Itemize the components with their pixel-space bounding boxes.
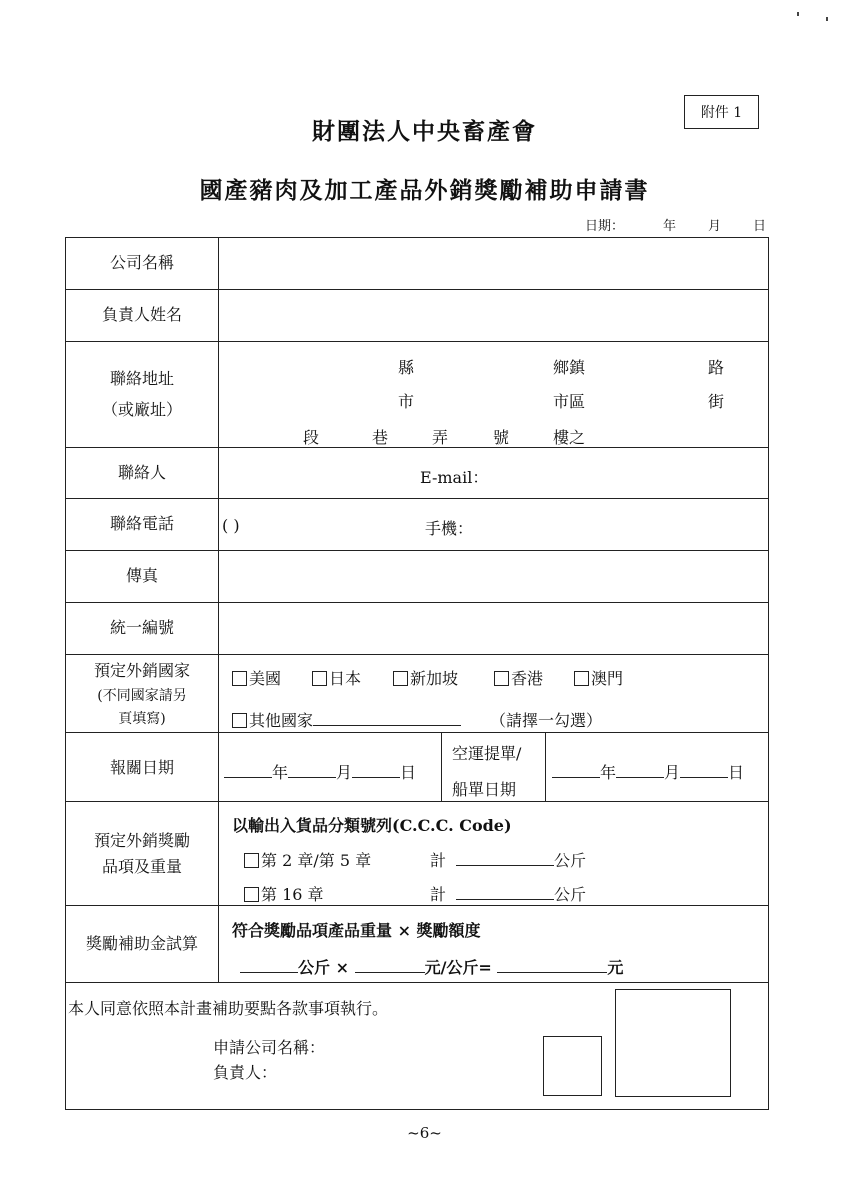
address-street: 街 <box>708 392 725 411</box>
address-section: 段 <box>303 428 320 447</box>
amount-blank[interactable] <box>497 958 607 973</box>
weight-blank[interactable] <box>456 885 554 900</box>
checkbox-icon <box>232 671 247 686</box>
date-month: 月 <box>708 219 722 234</box>
calc-formula: 符合獎勵品項產品重量 × 獎勵額度 <box>232 921 481 940</box>
bill-month-blank[interactable] <box>616 763 664 778</box>
checkbox-icon <box>494 671 509 686</box>
bill-date-fields <box>552 760 744 783</box>
phone-label: 聯絡電話 <box>109 514 174 533</box>
owner-name-label: 負責人姓名 <box>101 305 182 324</box>
address-district: 市區 <box>553 392 586 411</box>
date-day: 日 <box>753 219 767 234</box>
bill-date-label: 船單日期 <box>452 780 517 799</box>
country-checkbox-japan[interactable] <box>312 666 361 689</box>
export-country-label: 預定外銷國家 <box>93 661 190 680</box>
row-divider <box>65 289 769 290</box>
month-unit: 月 <box>336 763 353 782</box>
country-checkbox-singapore[interactable] <box>393 666 458 689</box>
address-floor: 樓之 <box>553 428 586 447</box>
row-divider <box>65 550 769 551</box>
address-label-note: （或廠址） <box>101 400 182 419</box>
calc-rate-label: 元/公斤= <box>424 958 492 977</box>
export-items-label: 預定外銷獎勵 <box>93 831 190 850</box>
ccc-code-title: 以輸出入貨品分類號列(C.C.C. Code) <box>232 816 512 835</box>
weight-blank[interactable] <box>456 851 554 866</box>
export-items-label: 品項及重量 <box>101 857 182 876</box>
calc-yuan-label: 元 <box>607 958 624 977</box>
address-alley: 弄 <box>432 428 449 447</box>
scan-mark <box>797 12 799 16</box>
address-lane: 巷 <box>372 428 389 447</box>
customs-day-blank[interactable] <box>352 763 400 778</box>
country-label: 澳門 <box>591 669 624 688</box>
address-label: 聯絡地址 <box>109 369 174 388</box>
applicant-company-label: 申請公司名稱： <box>213 1038 326 1057</box>
company-seal-box[interactable] <box>615 989 731 1097</box>
company-name-label: 公司名稱 <box>109 253 174 272</box>
row-divider <box>65 341 769 342</box>
address-road: 路 <box>708 358 725 377</box>
other-country-blank[interactable] <box>313 711 461 726</box>
row-divider <box>65 905 769 906</box>
checkbox-icon <box>312 671 327 686</box>
year-unit: 年 <box>272 763 289 782</box>
bill-date-label: 空運提單/ <box>452 744 522 763</box>
checkbox-icon <box>232 713 247 728</box>
address-township: 鄉鎮 <box>553 358 586 377</box>
row-divider <box>65 732 769 733</box>
customs-date-fields <box>224 760 416 783</box>
country-checkbox-macau[interactable] <box>574 666 623 689</box>
row-divider <box>65 982 769 983</box>
choose-one-note: （請擇一勾選） <box>490 711 603 730</box>
mobile-label: 手機： <box>425 519 474 538</box>
row-divider <box>65 801 769 802</box>
checkbox-icon <box>574 671 589 686</box>
consent-statement: 本人同意依照本計畫補助要點各款事項執行。 <box>68 999 389 1018</box>
column-divider <box>441 732 442 801</box>
kg-unit: 公斤 <box>554 851 587 870</box>
row-divider <box>65 602 769 603</box>
country-label: 美國 <box>249 669 282 688</box>
row-divider <box>65 654 769 655</box>
checkbox-icon <box>244 887 259 902</box>
calc-fields <box>240 955 623 978</box>
weight-blank[interactable] <box>240 958 298 973</box>
other-country-label: 其他國家 <box>249 711 314 730</box>
kg-unit: 公斤 <box>554 885 587 904</box>
row-divider <box>65 447 769 448</box>
country-label: 日本 <box>329 669 362 688</box>
customs-date-label: 報關日期 <box>109 758 174 777</box>
address-number: 號 <box>493 428 510 447</box>
country-checkbox-other[interactable] <box>232 708 461 731</box>
date-year: 年 <box>663 219 677 234</box>
applicant-owner-label: 負責人： <box>213 1063 278 1082</box>
address-city: 市 <box>398 392 415 411</box>
calc-kg-label: 公斤 × <box>298 958 349 977</box>
attachment-badge: 附件 1 <box>684 95 759 129</box>
date-label: 日期： <box>585 219 625 234</box>
row-divider <box>65 498 769 499</box>
country-checkbox-hong-kong[interactable] <box>494 666 543 689</box>
total-label: 計 <box>430 851 447 870</box>
organization-title: 財團法人中央畜產會 <box>312 118 537 145</box>
day-unit: 日 <box>728 763 745 782</box>
chapter-label: 第 2 章/第 5 章 <box>261 851 372 870</box>
customs-month-blank[interactable] <box>288 763 336 778</box>
phone-area-code: ( ) <box>222 516 240 535</box>
contact-person-label: 聯絡人 <box>117 463 166 482</box>
chapter-2-5-total <box>430 848 586 871</box>
export-country-note: 頁填寫) <box>118 711 166 727</box>
email-label: E-mail： <box>420 468 489 487</box>
checkbox-icon <box>393 671 408 686</box>
form-title: 國產豬肉及加工產品外銷獎勵補助申請書 <box>199 177 650 204</box>
bill-year-blank[interactable] <box>552 763 600 778</box>
year-unit: 年 <box>600 763 617 782</box>
month-unit: 月 <box>664 763 681 782</box>
customs-year-blank[interactable] <box>224 763 272 778</box>
country-checkbox-usa[interactable] <box>232 666 281 689</box>
form-date <box>585 215 766 234</box>
day-unit: 日 <box>400 763 417 782</box>
scan-mark <box>826 17 828 21</box>
fax-label: 傳真 <box>125 566 158 585</box>
export-country-note: (不同國家請另 <box>97 688 187 704</box>
column-divider <box>218 237 219 982</box>
chapter-label: 第 16 章 <box>261 885 324 904</box>
checkbox-icon <box>244 853 259 868</box>
chapter-2-5-checkbox[interactable] <box>244 848 371 871</box>
rate-blank[interactable] <box>355 958 425 973</box>
total-label: 計 <box>430 885 447 904</box>
column-divider <box>545 732 546 801</box>
country-label: 新加坡 <box>410 669 459 688</box>
chapter-16-checkbox[interactable] <box>244 882 324 905</box>
page-number: ~6~ <box>407 1124 442 1142</box>
owner-seal-box[interactable] <box>543 1036 602 1096</box>
country-label: 香港 <box>511 669 544 688</box>
subsidy-calculation-label: 獎勵補助金試算 <box>85 934 198 953</box>
tax-id-label: 統一編號 <box>109 618 174 637</box>
address-county: 縣 <box>398 358 415 377</box>
chapter-16-total <box>430 882 586 905</box>
bill-day-blank[interactable] <box>680 763 728 778</box>
